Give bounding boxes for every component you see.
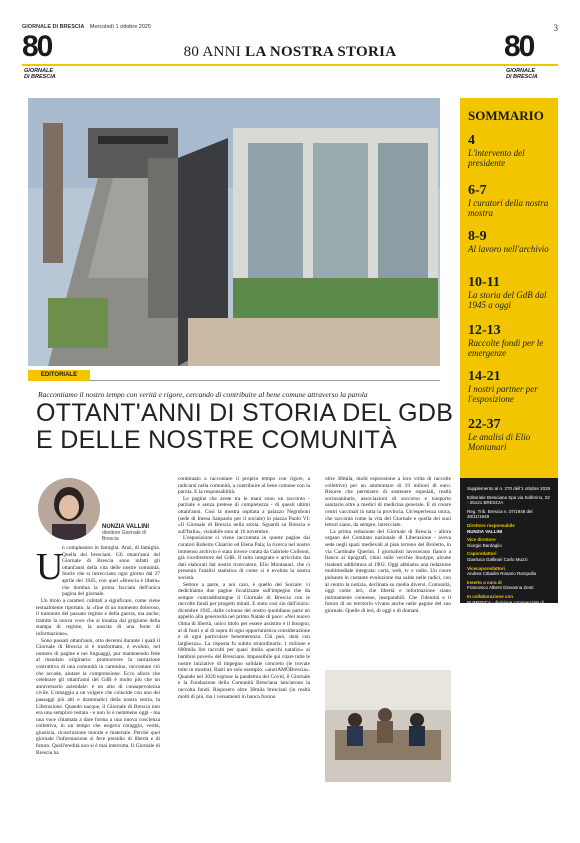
summary-heading: SOMMARIO: [468, 108, 544, 123]
section-title: [160, 44, 420, 61]
anniversary-logo-right: [504, 30, 560, 84]
section-title-bold: LA NOSTRA STORIA: [245, 44, 397, 60]
summary-item[interactable]: 8-9 Al lavoro nell'archivio: [468, 229, 549, 254]
drop-cap: U: [36, 546, 64, 588]
logo-number: 80: [22, 30, 52, 63]
colophon: Supplemento al n. 270 dell'1 ottobre 2025 Editoriale Bresciana Spa via Solferino, 22 - 25121 BRESCIA Reg. Trib. Brescia n. 07/1948 del 30/11/1948 Direttore responsabile NUNZIA VALLINI Vice direttore Giorgio Bardaglio Caporedattori Gianluca Gallinari Carlo Muzzi Vicecaporedattori Andrea Cittadini Rosario Rampulla Inserto a cura di Francesco Alberti Giovanna Zenti In collaborazione con NUMERICA - divisione commerciale di Editoriale Bresciana S.p.A.: [460, 478, 558, 603]
summary-item[interactable]: 6-7 I curatori della nostra mostra: [468, 183, 549, 218]
logo-number: 80: [504, 30, 534, 63]
article-col1-lead: n compleanno in famiglia. Anzi, di famiglia. Quella dei bresciani. Gli ottant'anni del Giornale di Brescia sono infatti gli ottant'anni della vita delle nostre comunità. Storie che si intrecciano ogni giorno dal 27 aprile del 1945, con quel «Brescia è libera» che domina la prima facciata dell'unica pagina del giornale.: [62, 545, 160, 598]
anniversary-logo-left: [22, 30, 78, 84]
summary-item[interactable]: 10-11 La storia del GdB dal 1945 a oggi: [468, 275, 547, 310]
section-title-light: 80 ANNI: [183, 44, 242, 60]
header-divider: [22, 64, 558, 66]
issue-date: Mercoledì 1 ottobre 2025: [89, 24, 152, 30]
logo-text: GIORNALE DI BRESCIA: [24, 68, 56, 80]
article-col1: Un titolo a caratteri cubitali a significare, come viene testualmente riportato, la «fine di un momento doloroso, il tramonto del passato regime e della guerra, ma anche, tramite la nuova voce che si innalza dal grigiume della stampa di regime, la nascita di una fonte di informazione». Sono passati ottant'anni, otto decenni durante i quali il Giornale di Brescia si è trasformato, è evoluto, nel numero di pagine e nei linguaggi, pur mantenendo fede al mandato originario: promuovere la narrazione costruttiva di una comunità in cammino, raccontare ciò che accade, aiutare la comprensione. Ecco allora che celebrare gli ottant'anni del GdB è molto più che un anniversario aziendale: è un atto di consapevolezza civile. L'omaggio a un volgere che coincide con uno dei passaggi più alti e drammatici della nostra storia, la Liberazione. Quando nacque, il Giornale di Brescia non era una semplice testata - e non lo è nemmeno oggi - ma una voce chiamata a dare forma a una nuova coscienza collettiva, in un tempo che esigeva coraggio, verità, giustizia, ricostruzione morale e materiale. Perché quel giornale l'informazione si fece presidio di libertà e di futuro. Quell'eredità non si è mai interrotta. Il Giornale di Brescia ha: [36, 598, 160, 756]
page-header: [22, 23, 558, 33]
building-photo: [28, 98, 440, 366]
summary-item[interactable]: 4 L'intervento del presidente: [468, 133, 525, 168]
summary-item[interactable]: 14-21 I nostri partner per l'esposizione: [468, 369, 538, 404]
article-col3: oltre 38mila, molti espressione a loro volta di raccolte collettive) per un ammontare di 19 milioni di euro. Risorse che permisero di sostenere ospedali, realtà sociosanitarie, associazioni di soccorso e trasporto sanitario oltre a medici di medicina generale. E di creare centri vaccinali in tutta la provincia. Un'esperienza unica, che racconta come la vita del Giornale e quella dei suoi lettori siano, da sempre, intrecciate. La prima redazione del Giornale di Brescia - allora organo del Comitato nazionale di Liberazione - aveva sede negli spazi medievali al pian terreno del Broletto, in via Cardinale Querini. I giornalisti lavoravano fianco a fianco ai tipografi, chini sulle vecchie linotype, alcune risalenti addirittura al 1902. Oggi abbiamo una redazione multimediale integrata: carta, web, tv e radio. Un cuore pulsante in costante evoluzione ma saldo nelle radici, con al centro la notizia, declinata su media diversi. Comunità, oggi come ieri, che libertà e informazione siano intimamente connesse, inseparabili. Che l'identità e il futuro di un territorio vivano anche nelle pagine del suo giornale. Quelle di ieri, di oggi e di domani.: [325, 476, 451, 614]
summary-item[interactable]: 22-37 Le analisi di Elio Montanari: [468, 417, 531, 452]
article-col2: continuato a raccontare il proprio tempo con rigore, a radicarsi nella comunità, a contribuire al bene comune con la parola. E la responsabilità. Le pagine che avete tra le mani sono un racconto - parziale e senza pretese di completezza - di questi ultimi ottant'anni. Così la mostra ospitata a palazzo Negroboni (sede di Intesa Sanpaolo per il sociale) in piazza Paolo VI: «Il Giornale di Brescia nella storia. Sguardi su Brescia e sull'Italia», visitabile sino al 16 novembre. L'esposizione ci viene raccontata in queste pagine dai curatori Roberto Chiarini ed Elena Pala; la ricerca nel nostro immenso archivio è stata invece curata da Gabriele Colleoni, già vicedirettore del GdB. Il tutto integrato e arricchito dai dati elaborati dal nostro ricercatore, Elio Montanari, che ci presenta l'analisi statistica di come si è evoluta la nostra società. Settore a parte, a noi caro, è quello del Sociale: vi dedichiamo due pagine focalizzate sull'impegno che da sempre contraddistingue il Giornale di Brescia con le raccolte fondi per progetti mirati. E stato così sin dall'inizio: dicembre 1945, dalle colonne del nostro quotidiano parte un appello alla generosità nel primo Natale di pace: «Nel nuovo clima di libertà, unico titolo per essere assistito è il bisogno, al di fuori e al di sopra di ogni opportunistica considerazione e di ogni particolare benemerenza. Chi può, doni con larghezza». La risposta fu subito straordinaria: 1 milione e 600mila lire raccolti per quasi 4mila «pacchi natalizi» ai bambini poveri» del Bresciano. Impossibile qui citare tutte le nostre iniziative di impegno solidale concreto (le trovate tutte in mostra). Basti un solo esempio: «aiutiAMOBrescia». Quando nel 2020 esplose la pandemia del Covid, il Giornale e la Fondazione della Comunità Bresciana lanciarono la raccolta fondi. Risposero oltre 38mila bresciani (in realtà molti di più, ma i versamenti in banca furono: [178, 476, 310, 700]
article-headline: OTTANT'ANNI DI STORIA DEL GDB E DELLE NOSTRE COMUNITÀ: [36, 399, 454, 454]
kicker-rule: [90, 380, 440, 381]
logo-text: GIORNALE DI BRESCIA: [506, 68, 538, 80]
page-number: 3: [553, 23, 558, 33]
paper-name: GIORNALE DI BRESCIA: [22, 24, 85, 30]
author-avatar: [38, 478, 100, 540]
newsroom-photo: [325, 670, 451, 782]
summary-item[interactable]: 12-13 Raccolte fondi per le emergenze: [468, 323, 544, 358]
section-kicker: EDITORIALE: [28, 370, 90, 381]
article-subtitle: Raccontiamo il nostro tempo con verità e rigore, cercando di contribuire al bene comune attraverso la parola: [38, 390, 368, 399]
author-byline: NUNZIA VALLINI direttore Giornale di Brescia: [102, 524, 149, 542]
summary-sidebar: [460, 98, 558, 478]
